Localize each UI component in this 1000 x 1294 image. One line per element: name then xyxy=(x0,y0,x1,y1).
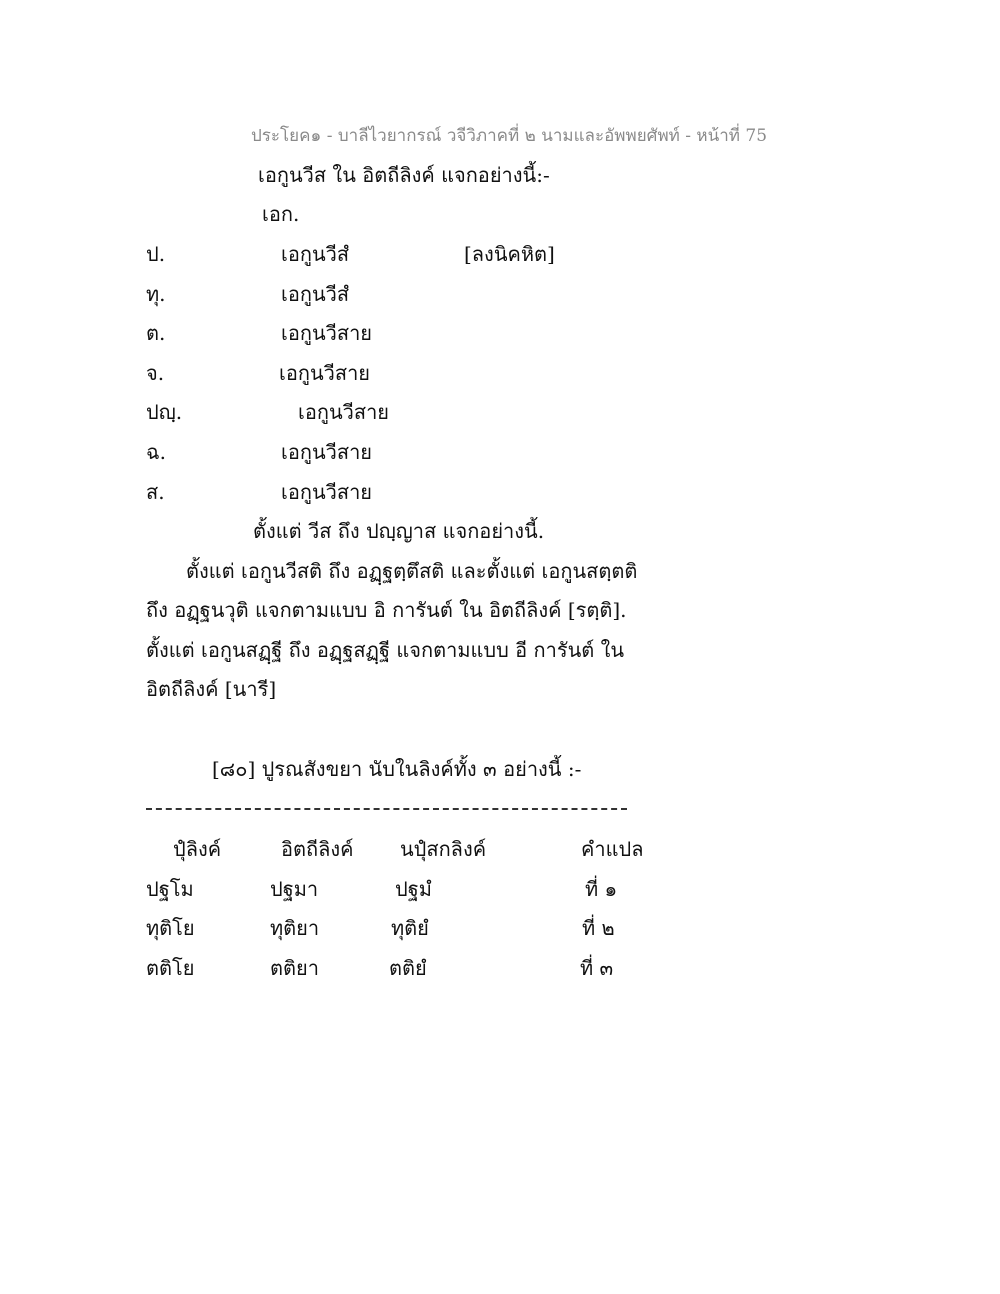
case-form: เอกูนวีสํ xyxy=(281,242,350,266)
paragraph-line: ตั้งแต่ เอกูนวีสติ ถึง อฏฺฐตฺตึสติ และตั้งแต่ เอกูนสตฺตติ xyxy=(186,559,638,583)
case-label: ทุ. xyxy=(146,282,166,306)
table-cell: ตติโย xyxy=(146,956,195,980)
column-header: คำแปล xyxy=(581,837,644,861)
column-header: อิตถีลิงค์ xyxy=(281,837,354,861)
table-cell: ตติยา xyxy=(270,956,319,980)
paragraph-line: อิตถีลิงค์ [นารี] xyxy=(146,677,277,701)
table-cell: ทุติยา xyxy=(270,916,320,940)
paragraph-line: ตั้งแต่ เอกูนสฏฺฐี ถึง อฏฺฐสฏฺฐี แจกตามแบบ อี การันต์ ใน xyxy=(146,638,625,662)
case-label: ต. xyxy=(146,321,166,345)
number-label: เอก. xyxy=(262,202,300,226)
table-cell: ตติยํ xyxy=(389,956,427,980)
table-cell: ปฐมา xyxy=(270,877,319,901)
case-label: ส. xyxy=(146,480,165,504)
table-cell: ปฐมํ xyxy=(395,877,432,901)
case-label: ฉ. xyxy=(146,440,166,464)
case-label: จ. xyxy=(146,361,165,385)
table-cell: ปฐโม xyxy=(146,877,194,901)
table-cell: ที่ ๒ xyxy=(582,916,615,940)
case-label: ปญฺ. xyxy=(146,400,183,424)
table-cell: ทุติโย xyxy=(146,916,195,940)
page-header: ประโยค๑ - บาลีไวยากรณ์ วจีวิภาคที่ ๒ นามและอัพพยศัพท์ - หน้าที่ 75 xyxy=(251,126,768,146)
case-note: [ลงนิคหิต] xyxy=(464,242,555,266)
section-intro: เอกูนวีส ใน อิตถีลิงค์ แจกอย่างนี้:- xyxy=(258,163,550,187)
case-form: เอกูนวีสาย xyxy=(281,321,373,345)
section-80-heading: [๘๐] ปูรณสังขยา นับในลิงค์ทั้ง ๓ อย่างนี้ :- xyxy=(212,757,582,781)
table-cell: ที่ ๓ xyxy=(580,956,614,980)
case-label: ป. xyxy=(146,242,166,266)
case-form: เอกูนวีสาย xyxy=(281,480,373,504)
case-form: เอกูนวีสาย xyxy=(279,361,371,385)
case-form: เอกูนวีสํ xyxy=(281,282,350,306)
table-cell: ที่ ๑ xyxy=(585,877,618,901)
after-table-note: ตั้งแต่ วีส ถึง ปญฺญาส แจกอย่างนี้. xyxy=(253,519,545,543)
dashed-divider xyxy=(146,808,627,810)
column-header: นปุํสกลิงค์ xyxy=(400,837,487,861)
case-form: เอกูนวีสาย xyxy=(298,400,390,424)
column-header: ปุํลิงค์ xyxy=(173,837,222,861)
paragraph-line: ถึง อฏฺฐนวุติ แจกตามแบบ อิ การันต์ ใน อิตถีลิงค์ [รตฺติ]. xyxy=(146,598,627,622)
table-cell: ทุติยํ xyxy=(391,916,429,940)
case-form: เอกูนวีสาย xyxy=(281,440,373,464)
